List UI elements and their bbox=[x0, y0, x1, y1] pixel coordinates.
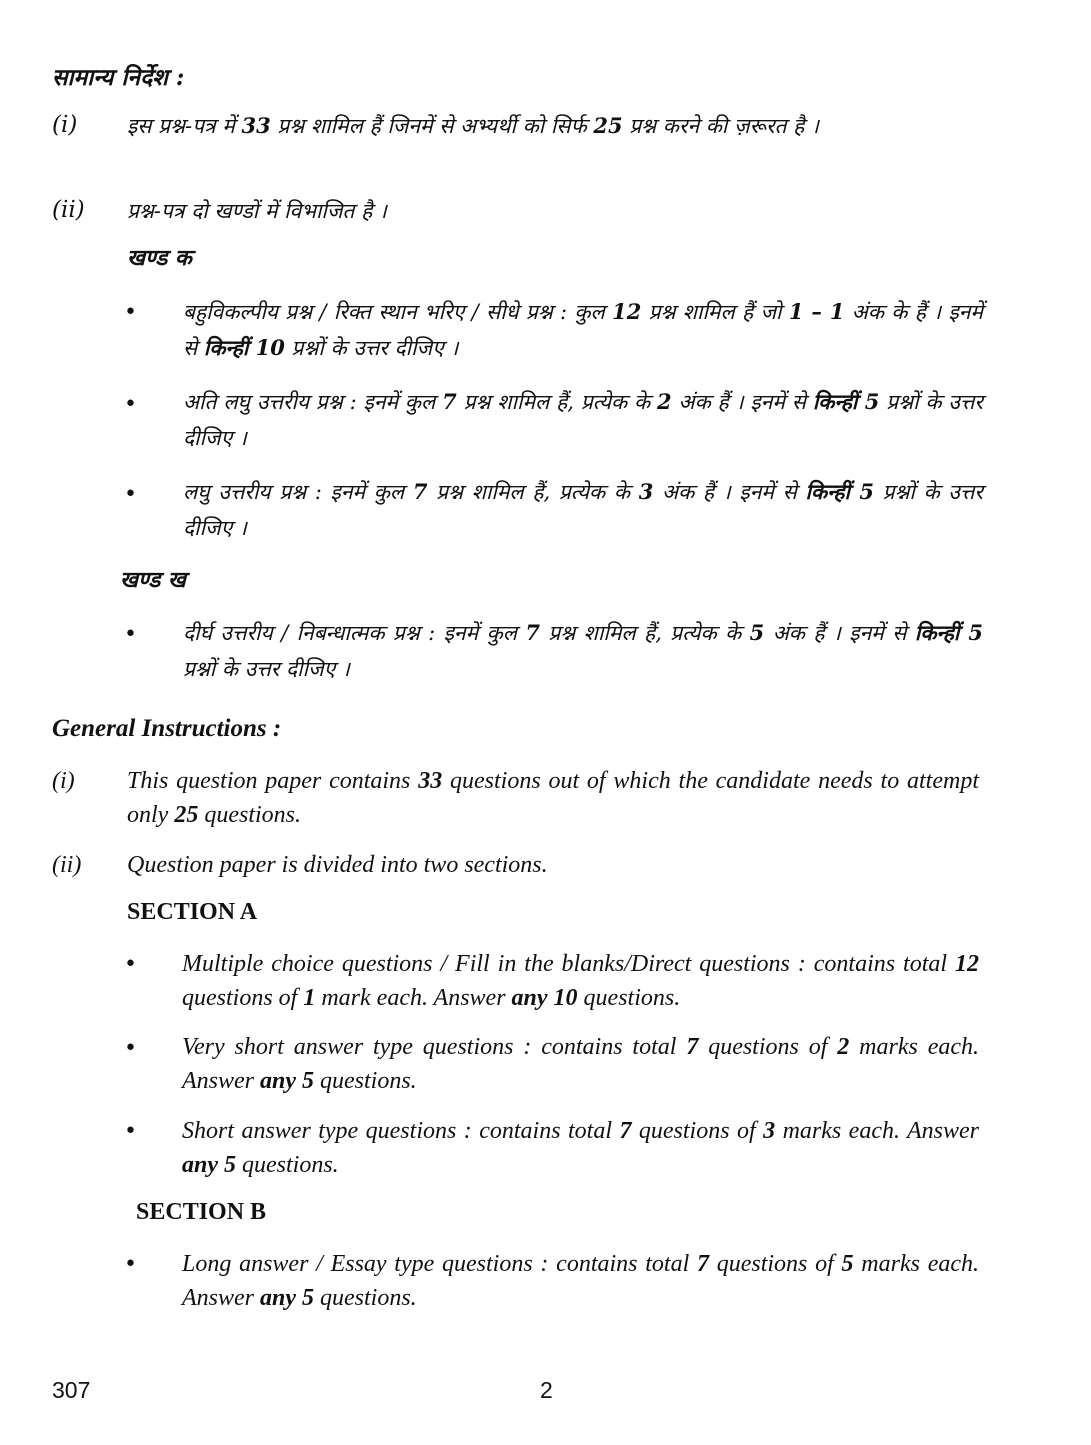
bold-number: 12 bbox=[612, 299, 642, 324]
text-part: प्रश्न शामिल हैं, प्रत्येक के bbox=[456, 390, 658, 414]
text-part: questions of bbox=[698, 1034, 838, 1060]
text-part: प्रश्न शामिल हैं, प्रत्येक के bbox=[427, 480, 639, 504]
hindi-item-1-number: (i) bbox=[52, 112, 78, 138]
text-part: अंक हैं । इनमें से bbox=[764, 621, 915, 645]
paper-code: 307 bbox=[52, 1377, 91, 1403]
bold-number: 3 bbox=[638, 479, 654, 504]
hindi-section-a-bullet-2 bbox=[183, 384, 983, 456]
hindi-heading: सामान्य निर्देश : bbox=[52, 64, 185, 91]
bold-text: any 10 bbox=[511, 985, 578, 1011]
bold-text: any 5 bbox=[260, 1285, 314, 1311]
text-part: questions out of which the candidate needs to attempt only bbox=[127, 768, 979, 828]
text-part: प्रश्नों के उत्तर दीजिए । bbox=[284, 336, 459, 360]
text-part: Very short answer type questions : contains total bbox=[182, 1034, 687, 1060]
text-part: अति लघु उत्तरीय प्रश्न : इनमें कुल bbox=[183, 390, 443, 414]
text-part: Long answer / Essay type questions : contains total bbox=[182, 1251, 697, 1277]
bold-number: 7 bbox=[442, 389, 457, 414]
english-section-a-bullet-1 bbox=[182, 947, 979, 1015]
bullet-icon: • bbox=[124, 482, 137, 507]
page-number: 2 bbox=[540, 1377, 553, 1403]
bold-number: 1 – 1 bbox=[788, 299, 845, 324]
english-item-1-text bbox=[127, 764, 979, 832]
text-part: प्रश्न शामिल हैं, प्रत्येक के bbox=[540, 621, 750, 645]
english-heading: General Instructions : bbox=[52, 715, 282, 742]
text-part: प्रश्नों के उत्तर दीजिए । bbox=[183, 480, 984, 540]
hindi-item-1-text bbox=[127, 108, 983, 144]
text-part: This question paper contains bbox=[127, 768, 419, 794]
text-part: अंक के हैं । इनमें से bbox=[183, 300, 983, 360]
bullet-icon: • bbox=[124, 622, 137, 647]
hindi-item-2-number: (ii) bbox=[52, 197, 85, 223]
text-part: questions. bbox=[314, 1285, 417, 1311]
english-section-a-bullet-3 bbox=[182, 1114, 979, 1182]
text-part: questions. bbox=[236, 1152, 339, 1178]
bold-number: 7 bbox=[686, 1034, 699, 1060]
text-part: mark each. Answer bbox=[315, 985, 512, 1011]
bold-number: 5 bbox=[841, 1251, 854, 1277]
text-part: प्रश्न शामिल हैं जो bbox=[641, 300, 789, 324]
bold-number: 7 bbox=[525, 620, 540, 645]
text-part: questions. bbox=[198, 802, 301, 828]
english-item-1-number: (i) bbox=[52, 768, 75, 794]
bullet-icon: • bbox=[124, 1252, 137, 1277]
english-section-b-bullet-1 bbox=[182, 1247, 979, 1315]
bold-number: 2 bbox=[657, 389, 672, 414]
text-part: प्रश्न करने की ज़रूरत है । bbox=[622, 114, 819, 138]
text-part: questions of bbox=[631, 1118, 764, 1144]
bullet-icon: • bbox=[124, 1119, 137, 1144]
bold-number: 12 bbox=[955, 951, 979, 977]
text-part: प्रश्न शामिल हैं जिनमें से अभ्यर्थी को सिर्फ bbox=[270, 114, 594, 138]
bold-number: 3 bbox=[763, 1118, 776, 1144]
text-part: marks each. Answer bbox=[775, 1118, 979, 1144]
english-item-2-number: (ii) bbox=[52, 852, 82, 878]
bold-number: 1 bbox=[303, 985, 316, 1011]
text-part: questions of bbox=[708, 1251, 842, 1277]
text-part: Short answer type questions : contains total bbox=[182, 1118, 620, 1144]
text-part: प्रश्नों के उत्तर दीजिए । bbox=[183, 657, 350, 681]
bold-text: किन्हीं 10 bbox=[203, 335, 285, 360]
bold-number: 25 bbox=[174, 802, 199, 828]
english-item-2-text: Question paper is divided into two sections. bbox=[127, 852, 548, 878]
text-part: लघु उत्तरीय प्रश्न : इनमें कुल bbox=[183, 480, 413, 504]
bold-number: 5 bbox=[749, 620, 765, 645]
text-part: इस प्रश्न-पत्र में bbox=[127, 114, 242, 138]
hindi-section-a-bullet-3 bbox=[183, 474, 983, 546]
bold-number: 33 bbox=[241, 113, 271, 138]
text-part: questions. bbox=[314, 1068, 417, 1094]
bold-text: any 5 bbox=[182, 1152, 236, 1178]
bullet-icon: • bbox=[124, 392, 137, 417]
text-part: Multiple choice questions / Fill in the blanks/Direct questions : contains total bbox=[182, 951, 955, 977]
bold-number: 7 bbox=[619, 1118, 632, 1144]
bold-number: 7 bbox=[412, 479, 428, 504]
text-part: बहुविकल्पीय प्रश्न / रिक्त स्थान भरिए / सीधे प्रश्न : कुल bbox=[183, 300, 613, 324]
bold-number: 2 bbox=[837, 1034, 850, 1060]
hindi-item-2-text: प्रश्न-पत्र दो खण्डों में विभाजित है । bbox=[127, 199, 387, 223]
bold-text: किन्हीं 5 bbox=[914, 620, 984, 645]
hindi-section-b-bullet-1 bbox=[183, 615, 983, 687]
bold-text: किन्हीं 5 bbox=[805, 479, 874, 504]
text-part: प्रश्नों के उत्तर दीजिए । bbox=[183, 390, 983, 450]
bold-number: 7 bbox=[696, 1251, 709, 1277]
bold-text: any 5 bbox=[260, 1068, 314, 1094]
bullet-icon: • bbox=[124, 300, 137, 325]
text-part: questions. bbox=[577, 985, 681, 1011]
text-part: अंक हैं । इनमें से bbox=[671, 390, 813, 414]
bold-number: 33 bbox=[418, 768, 443, 794]
text-part: marks each. Answer bbox=[182, 1034, 980, 1094]
bullet-icon: • bbox=[124, 952, 137, 977]
text-part: marks each. Answer bbox=[182, 1251, 979, 1311]
english-section-b-heading: SECTION B bbox=[136, 1199, 267, 1225]
hindi-section-b-heading: खण्ड ख bbox=[120, 567, 186, 593]
text-part: अंक हैं । इनमें से bbox=[653, 480, 806, 504]
hindi-section-a-heading: खण्ड क bbox=[127, 245, 192, 271]
text-part: दीर्घ उत्तरीय / निबन्धात्मक प्रश्न : इनमें कुल bbox=[183, 621, 526, 645]
english-section-a-bullet-2 bbox=[182, 1030, 979, 1098]
bold-number: 25 bbox=[593, 113, 623, 138]
hindi-section-a-bullet-1 bbox=[183, 294, 983, 366]
bold-text: किन्हीं 5 bbox=[812, 389, 880, 414]
english-section-a-heading: SECTION A bbox=[127, 899, 258, 925]
bullet-icon: • bbox=[124, 1036, 137, 1061]
text-part: questions of bbox=[182, 985, 304, 1011]
